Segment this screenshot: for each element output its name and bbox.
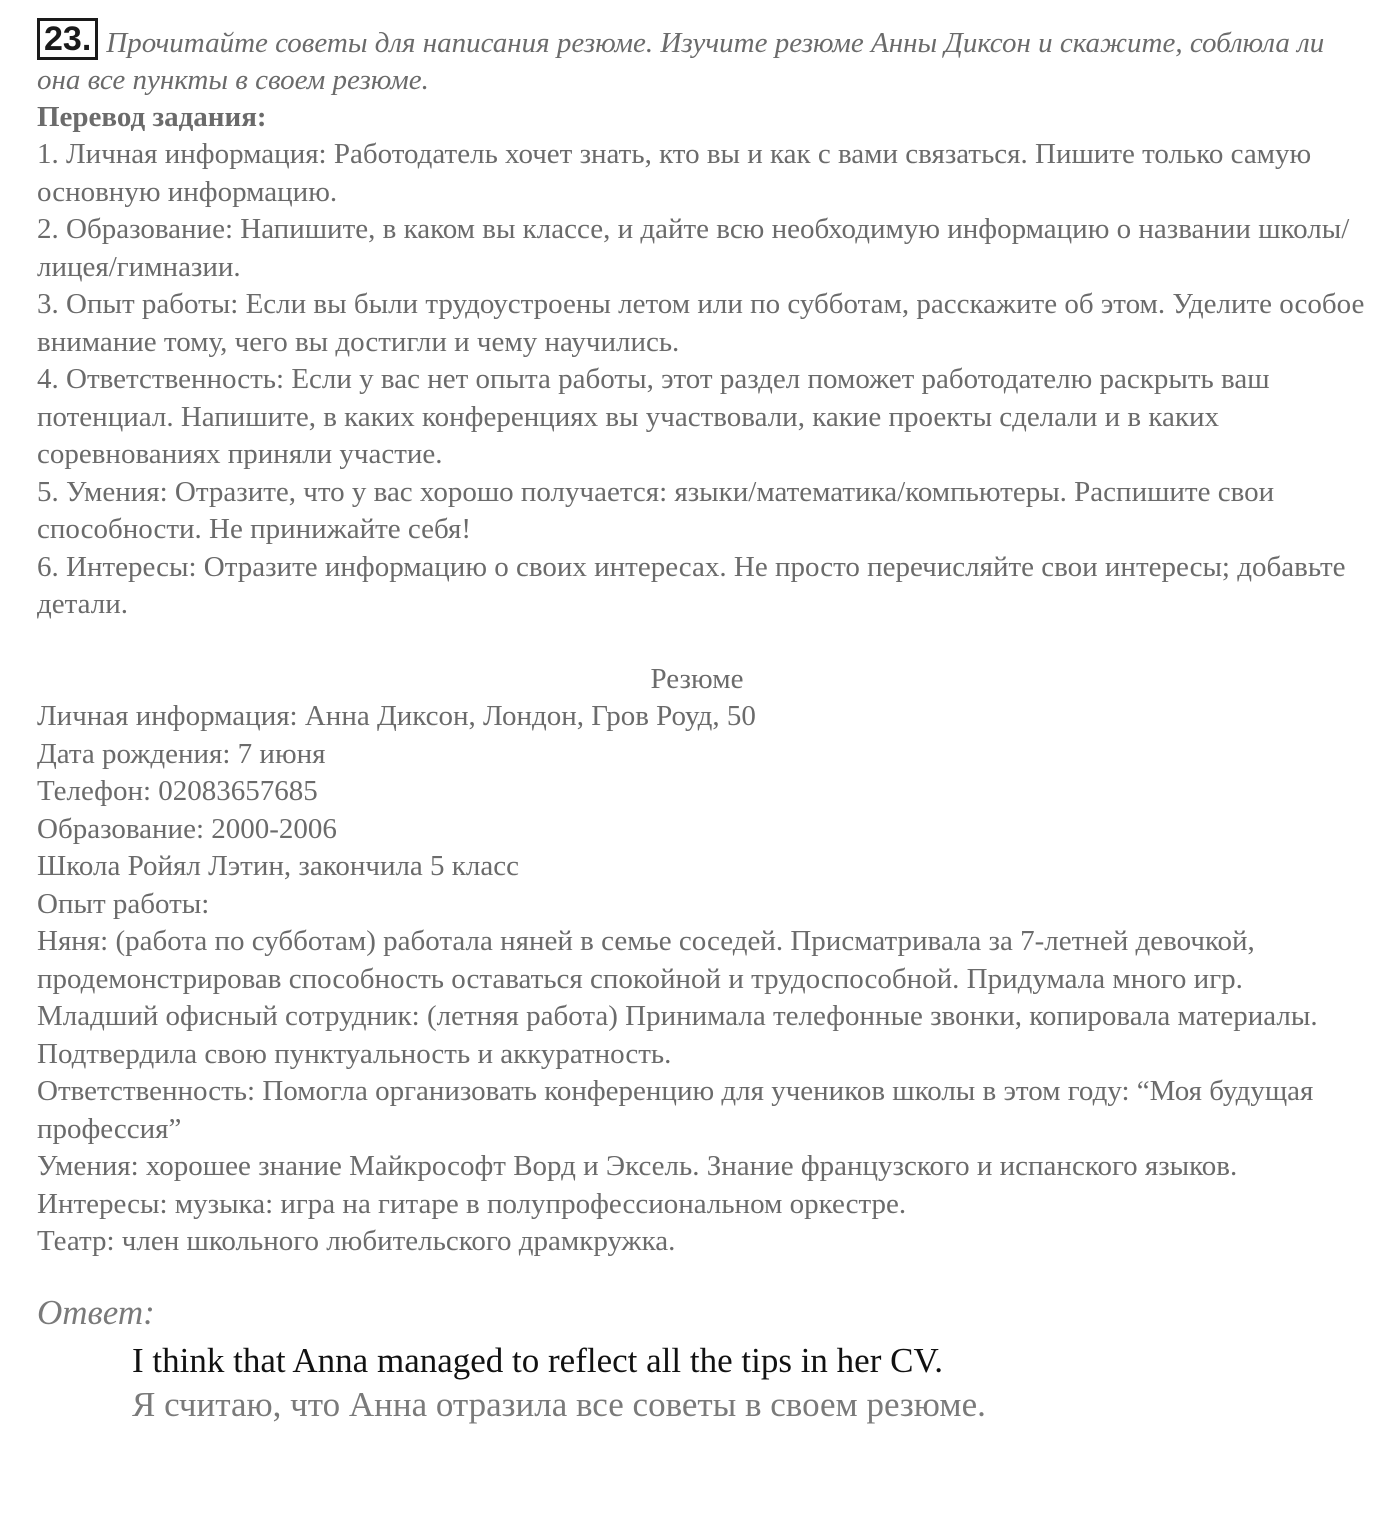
- answer-russian: Я считаю, что Анна отразила все советы в своем резюме.: [132, 1384, 986, 1424]
- resume-personal-info: Личная информация: Анна Диксон, Лондон, Гров Роуд, 50: [37, 700, 756, 732]
- resume-office-junior: Младший офисный сотрудник: (летняя работа) Принимала телефонные звонки, копировала материалы. Подтвердила свою пунктуальность и аккуратность.: [37, 1000, 1318, 1070]
- answer-label: Ответ:: [37, 1292, 155, 1332]
- textbook-page: [37, 18, 1367, 1427]
- resume-interests-theatre: Театр: член школьного любительского драмкружка.: [37, 1225, 676, 1257]
- resume-responsibility: Ответственность: Помогла организовать конференцию для учеников школы в этом году: “Моя будущая профессия”: [37, 1075, 1314, 1145]
- resume-skills: Умения: хорошее знание Майкрософт Ворд и Эксель. Знание французского и испанского языков.: [37, 1150, 1238, 1182]
- translation-title: Перевод задания:: [37, 101, 267, 133]
- resume-phone: Телефон: 02083657685: [37, 775, 318, 807]
- resume-body: [37, 698, 1367, 1261]
- tip-personal-info: 1. Личная информация: Работодатель хочет знать, кто вы и как с вами связаться. Пишите только самую основную информацию.: [37, 138, 1312, 208]
- tip-responsibility: 4. Ответственность: Если у вас нет опыта работы, этот раздел поможет работодателю раскрыть ваш потенциал. Напишите, в каких конференциях вы участвовали, какие проекты сделали и в каких соревнованиях приняли участие.: [37, 363, 1270, 470]
- resume-school: Школа Ройял Лэтин, закончила 5 класс: [37, 850, 519, 882]
- resume-birth-date: Дата рождения: 7 июня: [37, 737, 326, 770]
- task-instruction: Прочитайте советы для написания резюме. Изучите резюме Анны Диксон и скажите, соблюла ли она все пункты в своем резюме.: [37, 27, 1325, 96]
- section-gap: [37, 624, 1367, 661]
- resume-interests-music: Интересы: музыка: игра на гитаре в полупрофессиональном оркестре.: [37, 1187, 907, 1220]
- tip-work-experience: 3. Опыт работы: Если вы были трудоустроены летом или по субботам, расскажите об этом. Уделите особое внимание тому, чего вы достигли и чему научились.: [37, 288, 1365, 358]
- answer-english: I think that Anna managed to reflect all the tips in her CV.: [132, 1340, 943, 1380]
- task-number: 23.: [37, 18, 98, 60]
- tip-education: 2. Образование: Напишите, в каком вы классе, и дайте всю необходимую информацию о названии школы/лицея/гимназии.: [37, 213, 1350, 283]
- resume-babysitter: Няня: (работа по субботам) работала няней в семье соседей. Присматривала за 7-летней девочкой, продемонстрировав способность оставаться спокойной и трудоспособной. Придумала много игр.: [37, 925, 1255, 995]
- task-header: [37, 18, 1367, 99]
- tips-list: [37, 136, 1367, 624]
- resume-title: Резюме: [650, 662, 744, 695]
- tip-interests: 6. Интересы: Отразите информацию о своих интересах. Не просто перечисляйте свои интересы; добавьте детали.: [37, 550, 1346, 620]
- resume-education: Образование: 2000-2006: [37, 812, 337, 845]
- tip-skills: 5. Умения: Отразите, что у вас хорошо получается: языки/математика/компьютеры. Распишите свои способности. Не принижайте себя!: [37, 475, 1275, 545]
- resume-work-heading: Опыт работы:: [37, 887, 210, 920]
